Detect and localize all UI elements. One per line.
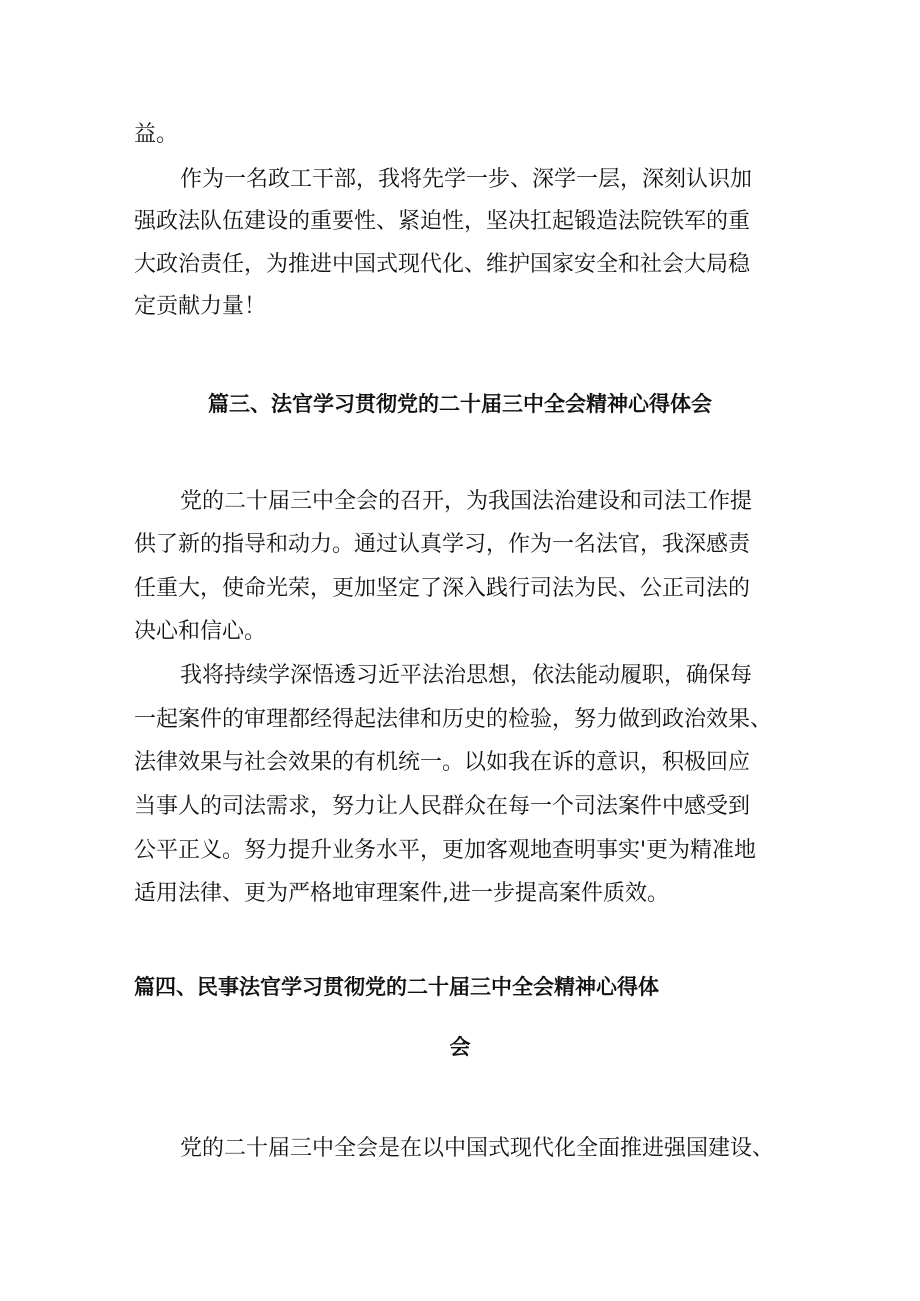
- paragraph-line: 供了新的指导和动力。通过认真学习，作为一名法官，我深感责: [134, 532, 751, 557]
- section-heading-4: 篇四、民事法官学习贯彻党的二十届三中全会精神心得体: [134, 975, 659, 999]
- paragraph-line: 任重大，使命光荣，更加坚定了深入践行司法为民、公正司法的: [134, 576, 751, 601]
- paragraph-line: 法律效果与社会效果的有机统一。以如我在诉的意识，积极回应: [134, 750, 751, 775]
- paragraph-line: 一起案件的审理都经得起法律和历史的检验，努力做到政治效果、: [134, 707, 773, 732]
- section-heading-4-continuation: 会: [449, 1035, 471, 1059]
- paragraph-line: 适用法律、更为严格地审理案件,进一步提高案件质效。: [134, 881, 669, 906]
- paragraph-line: 党的二十届三中全会是在以中国式现代化全面推进强国建设、: [180, 1136, 775, 1161]
- paragraph-line: 我将持续学深悟透习近平法治思想，依法能动履职，确保每: [180, 663, 753, 688]
- section-heading-3: 篇三、法官学习贯彻党的二十届三中全会精神心得体会: [208, 392, 712, 416]
- paragraph-line: 定贡献力量！: [134, 294, 267, 319]
- continuation-text: 益。: [134, 122, 179, 147]
- paragraph-line: 当事人的司法需求，努力让人民群众在每一个司法案件中感受到: [134, 794, 751, 819]
- paragraph-line: 决心和信心。: [134, 619, 267, 644]
- paragraph-line: 党的二十届三中全会的召开，为我国法治建设和司法工作提: [180, 489, 753, 514]
- paragraph-line: 大政治责任，为推进中国式现代化、维护国家安全和社会大局稳: [134, 252, 751, 277]
- paragraph-line: 强政法队伍建设的重要性、紧迫性，坚决扛起锻造法院铁军的重: [134, 209, 751, 234]
- paragraph-line: 公平正义。努力提升业务水平，更加客观地查明事实'更为精准地: [134, 838, 757, 863]
- paragraph-line: 作为一名政工干部，我将先学一步、深学一层，深刻认识加: [180, 167, 753, 192]
